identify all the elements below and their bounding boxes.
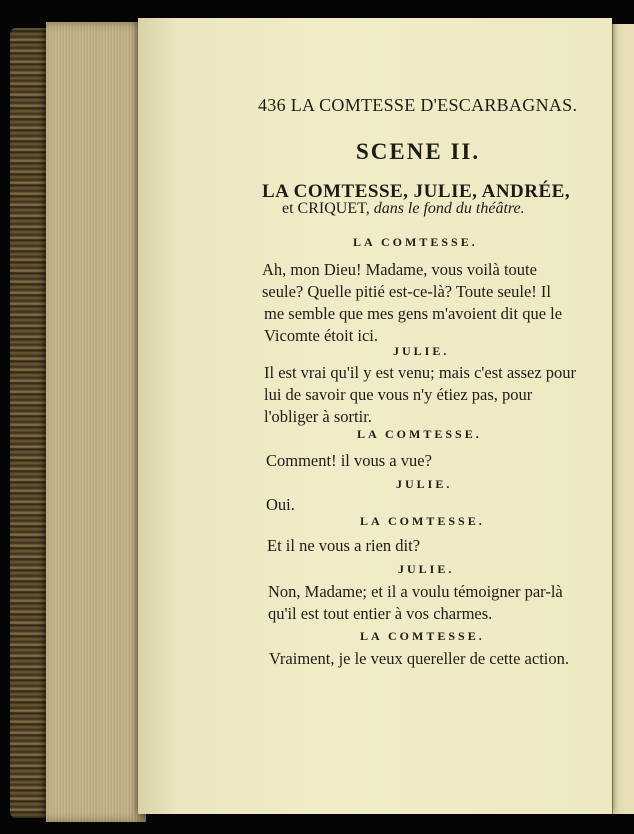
dialogue-line: Et il ne vous a rien dit? (267, 536, 421, 555)
speaker-label: LA COMTESSE. (360, 514, 485, 528)
dialogue-line: Oui. (266, 495, 295, 514)
speaker-label: LA COMTESSE. (353, 235, 478, 249)
dialogue-line: lui de savoir que vous n'y étiez pas, pour (264, 385, 533, 404)
dialogue-line: Ah, mon Dieu! Madame, vous voilà toute (262, 260, 537, 279)
dialogue-line: Vraiment, je le veux quereller de cette action. (269, 649, 569, 668)
speaker-label: JULIE. (398, 562, 455, 576)
stage-direction (282, 200, 525, 218)
dialogue-line: Il est vrai qu'il y est venu; mais c'est assez pour (264, 363, 577, 382)
dialogue-line: seule? Quelle pitié est-ce-là? Toute seule! Il (262, 282, 551, 301)
stage-direction-italic: dans le fond du théâtre. (373, 200, 525, 217)
facing-page-edge (612, 24, 634, 814)
speaker-label: JULIE. (393, 344, 450, 358)
dialogue-line: l'obliger à sortir. (264, 407, 372, 426)
speaker-label: LA COMTESSE. (360, 629, 485, 643)
dialogue-line: Non, Madame; et il a voulu témoigner par-là (268, 582, 563, 601)
dialogue-line: qu'il est tout entier à vos charmes. (268, 604, 493, 623)
dialogue-line: Vicomte étoit ici. (264, 326, 379, 345)
book-spine (10, 28, 48, 818)
cast-list: LA COMTESSE, JULIE, ANDRÉE, (262, 181, 571, 202)
stage-direction-prefix: et CRIQUET, (282, 200, 374, 217)
dialogue-line: Comment! il vous a vue? (266, 451, 432, 470)
speaker-label: LA COMTESSE. (357, 427, 482, 441)
page-edges (46, 22, 146, 822)
book-page (138, 18, 612, 814)
scene-title: SCENE II. (356, 139, 481, 164)
dialogue-line: me semble que mes gens m'avoient dit que le (264, 304, 563, 323)
speaker-label: JULIE. (396, 477, 453, 491)
running-header: 436 LA COMTESSE D'ESCARBAGNAS. (258, 95, 578, 115)
